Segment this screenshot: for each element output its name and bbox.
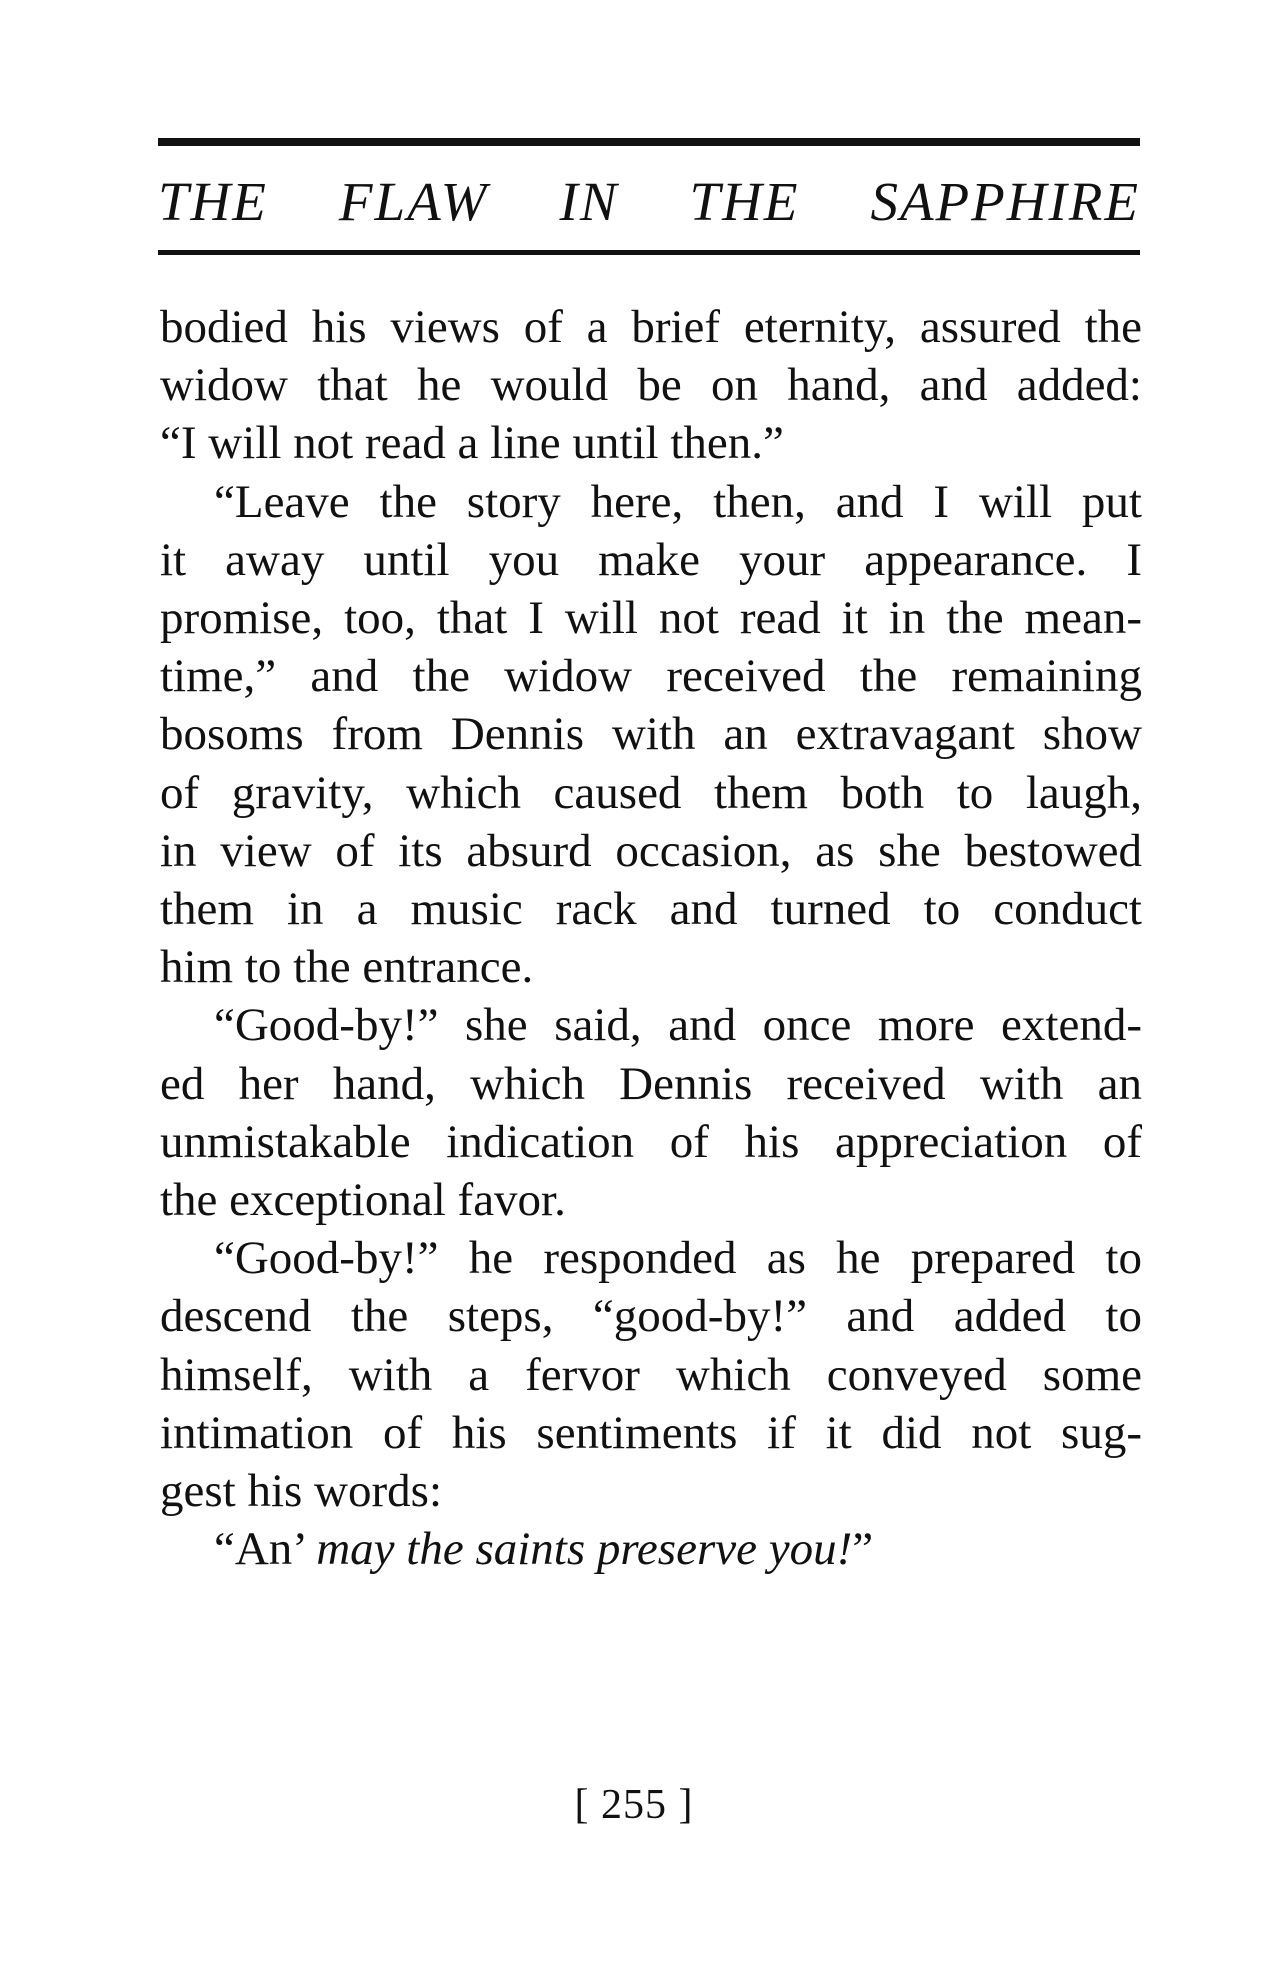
header-rule-top	[158, 138, 1140, 146]
text-line: himself, with a fervor which conveyed some	[160, 1348, 1142, 1401]
running-head-word: FLAW	[338, 170, 489, 232]
text-line: “I will not read a line until then.”	[160, 417, 784, 470]
closing-quote-line	[160, 1520, 1142, 1578]
running-head-word: SAPPHIRE	[870, 170, 1140, 232]
text-line: “Leave the story here, then, and I will put	[214, 475, 1142, 528]
header-rule-bottom	[158, 250, 1140, 255]
text-line: “Good-by!” he responded as he prepared to	[214, 1232, 1142, 1285]
text-line: in view of its absurd occasion, as she bestowed	[160, 824, 1142, 877]
closing-quote-italic: may the saints preserve you!	[316, 1523, 853, 1576]
text-line: of gravity, which caused them both to laugh,	[160, 766, 1142, 819]
text-line: intimation of his sentiments if it did not sug-	[160, 1406, 1142, 1459]
text-line: “Good-by!” she said, and once more extend-	[214, 999, 1142, 1052]
page-number: [ 255 ]	[574, 1782, 694, 1828]
text-line: ed her hand, which Dennis received with an	[160, 1057, 1142, 1110]
running-head-word: IN	[559, 170, 619, 232]
closing-quote-open: “An’	[214, 1523, 317, 1576]
text-line: the exceptional favor.	[160, 1174, 566, 1227]
running-head-word: THE	[689, 170, 800, 232]
running-head	[158, 166, 1140, 236]
text-line: time,” and the widow received the remaining	[160, 650, 1142, 703]
closing-quote-close: ”	[852, 1523, 874, 1576]
text-line: promise, too, that I will not read it in the mean-	[160, 592, 1142, 645]
text-line: bosoms from Dennis with an extravagant show	[160, 708, 1142, 761]
text-line: them in a music rack and turned to conduct	[160, 883, 1142, 936]
text-line: it away until you make your appearance. I	[160, 533, 1142, 586]
text-line: widow that he would be on hand, and added:	[160, 359, 1142, 412]
body-text	[160, 298, 1142, 1578]
text-line: him to the entrance.	[160, 941, 534, 994]
text-line: descend the steps, “good-by!” and added to	[160, 1290, 1142, 1343]
running-head-word: THE	[158, 170, 268, 232]
text-line: gest his words:	[160, 1465, 442, 1518]
text-line: unmistakable indication of his appreciation of	[160, 1115, 1142, 1168]
text-line: bodied his views of a brief eternity, assured the	[160, 301, 1142, 353]
